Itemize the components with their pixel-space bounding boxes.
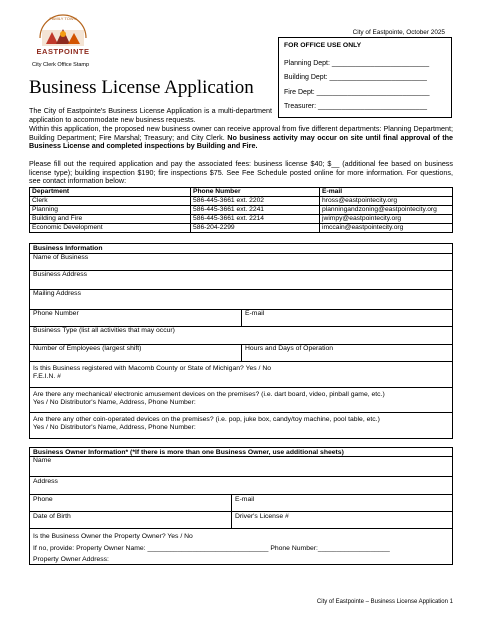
building-dept-line[interactable]: Building Dept: _________________________	[284, 74, 427, 81]
contact-table	[29, 187, 453, 233]
dob-field[interactable]: Date of Birth	[33, 513, 71, 520]
employees-hours-row	[30, 345, 452, 362]
owner-info-heading: Business Owner Information* (*If there is more than one Business Owner, use additional sheets)	[30, 448, 452, 457]
cell-email[interactable]: planningandzoning@eastpointecity.org	[320, 206, 453, 215]
cell-email[interactable]: imccain@eastpointecity.org	[320, 224, 453, 233]
date-line: City of Eastpointe, October 2025	[352, 29, 445, 36]
cell-phone: 586-445-3661 ext. 2202	[191, 197, 320, 206]
owner-dob-license-row	[30, 512, 452, 529]
business-email-field[interactable]: E-mail	[241, 310, 264, 326]
table-row	[30, 197, 453, 206]
cell-department: Building and Fire	[30, 215, 191, 224]
fire-dept-line[interactable]: Fire Dept: _____________________________	[284, 89, 430, 96]
registration-row	[30, 362, 452, 388]
owner-name-field[interactable]: Name	[30, 457, 452, 477]
cell-phone: 586-445-3661 ext. 2241	[191, 206, 320, 215]
intro-paragraph-1: The City of Eastpointe's Business License Application is a multi-department application to accommodate new business requests.	[29, 106, 272, 124]
amusement-answer-field[interactable]: Yes / No Distributor's Name, Address, Phone Number:	[33, 399, 196, 406]
col-department: Department	[30, 188, 191, 197]
page-title: Business License Application	[29, 77, 254, 98]
stamp-label: City Clerk Office Stamp	[32, 62, 90, 68]
cell-department: Planning	[30, 206, 191, 215]
logo-name: EASTPOINTE	[36, 47, 90, 56]
business-info-section	[29, 243, 453, 439]
coin-answer-field[interactable]: Yes / No Distributor's Name, Address, Phone Number:	[33, 424, 196, 431]
cell-department: Economic Development	[30, 224, 191, 233]
logo-top-text: FAMILY TOWN	[49, 16, 77, 21]
coin-devices-row	[30, 413, 452, 439]
office-use-heading: FOR OFFICE USE ONLY	[284, 42, 362, 49]
city-logo	[28, 14, 98, 62]
intro-paragraph-3: Please fill out the required application and pay the associated fees: business license $40; $__ (additional fee based on business license type); building inspection $190; fire inspections $75. See Fee Schedule posted online for more information. For questions, see contact information below:	[29, 159, 453, 186]
planning-dept-line[interactable]: Planning Dept: _________________________	[284, 60, 430, 67]
amusement-question: Are there any mechanical/ electronic amusement devices on the premises? (i.e. dart board, video, pinball game, etc.)	[33, 391, 385, 398]
page-footer: City of Eastpointe – Business License Application 1	[316, 599, 453, 605]
business-type-field[interactable]: Business Type (list all activities that may occur)	[30, 327, 452, 345]
office-use-box	[278, 37, 452, 118]
property-owner-address-field[interactable]: Property Owner Address:	[33, 556, 109, 563]
fein-field[interactable]: F.E.I.N. #	[33, 373, 61, 380]
contact-table-header	[30, 188, 453, 197]
owner-email-field[interactable]: E-mail	[231, 495, 254, 511]
cell-email[interactable]: hross@eastpointecity.org	[320, 197, 453, 206]
phone-number-field[interactable]: Phone Number	[33, 310, 79, 317]
property-owner-name-field[interactable]: If no, provide: Property Owner Name: ________________________________ Phone Number:___________________	[33, 544, 390, 552]
cell-phone: 586-445-3661 ext. 2214	[191, 215, 320, 224]
owner-phone-field[interactable]: Phone	[33, 496, 53, 503]
table-row	[30, 206, 453, 215]
table-row	[30, 224, 453, 233]
intro-paragraph-2-text: Within this application, the proposed new business owner can receive approval from five different departments: Planning Department; Building Department; Fire Marshal; Treasury; and City Clerk.	[29, 124, 453, 142]
phone-email-row	[30, 310, 452, 327]
treasurer-line[interactable]: Treasurer: ____________________________	[284, 103, 427, 110]
property-owner-question[interactable]: Is the Business Owner the Property Owner? Yes / No	[33, 533, 193, 540]
business-address-field[interactable]: Business Address	[30, 271, 452, 290]
coin-question: Are there any other coin-operated devices on the premises? (i.e. pop, juke box, candy/toy machine, pool table, etc.)	[33, 416, 380, 423]
business-name-field[interactable]: Name of Business	[30, 254, 452, 271]
mailing-address-field[interactable]: Mailing Address	[30, 290, 452, 310]
intro-paragraph-2	[29, 125, 453, 151]
employees-field[interactable]: Number of Employees (largest shift)	[33, 345, 142, 352]
hours-field[interactable]: Hours and Days of Operation	[241, 345, 333, 361]
table-row	[30, 215, 453, 224]
col-email: E-mail	[320, 188, 453, 197]
amusement-devices-row	[30, 388, 452, 413]
property-owner-row	[30, 529, 452, 566]
owner-info-section	[29, 447, 453, 565]
col-phone: Phone Number	[191, 188, 320, 197]
cell-department: Clerk	[30, 197, 191, 206]
cell-email[interactable]: jwimpy@eastpointecity.org	[320, 215, 453, 224]
registered-question[interactable]: Is this Business registered with Macomb County or State of Michigan? Yes / No	[33, 365, 272, 372]
cell-phone: 586-204-2299	[191, 224, 320, 233]
owner-phone-email-row	[30, 495, 452, 512]
drivers-license-field[interactable]: Driver's License #	[231, 512, 289, 528]
intro-paragraph-2-warning: No business activity may occur on site until final approval of the Business License and completed inspections by Building and Fire.	[29, 132, 453, 151]
owner-address-field[interactable]: Address	[30, 477, 452, 495]
business-info-heading: Business Information	[30, 244, 452, 254]
